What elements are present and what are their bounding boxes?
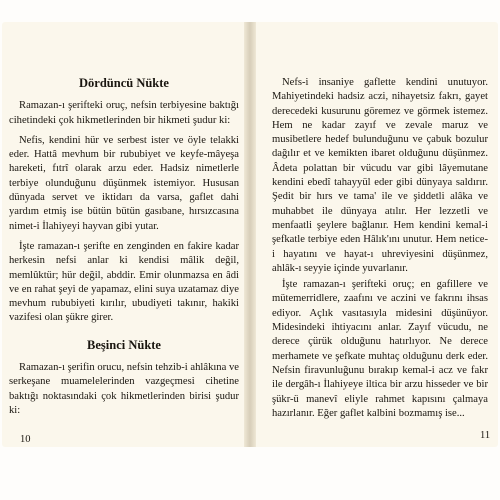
left-page: [2, 22, 244, 447]
book-gutter: [244, 22, 256, 447]
paragraph: Nefs-i insaniye gaflette kendini unutuyor. Mahiyetindeki hadsiz aczi, nihayetsiz fakrı, gayet derecedeki kusurunu göremez ve görmek istemez. Hem ne kadar zayıf ve zevale maruz ve musibetlere hedef bulunduğunu ve çabuk bozulur dağılır et ve kemikten ibaret olduğunu düşünmez. Âdeta polattan bir vücudu var gibi lâyemutane kendini ebedî tahayyül eder gibi dünyaya saldırır. Şedit bir hırs ve tama' ile ve şiddetli alâka ve muhabbet ile dünyaya atılır. Her lezzetli ve menfaatli şeylere bağlanır. Hem kendini kemal-i şefkatle terbiye eden Hâlık'ını unutur. Hem netice-i hayatını ve hayat-ı uhreviyesini düşünmez, ahlâk-ı seyyie içinde yuvarlanır.: [272, 77, 488, 274]
right-page: [256, 22, 498, 447]
paragraph: Ramazan-ı şerifteki oruç, nefsin terbiyesine baktığı cihetindeki çok hikmetlerinden bir hikmeti şudur ki:: [9, 100, 239, 126]
page-number-right: 11: [480, 430, 491, 441]
left-page-text: [9, 76, 239, 424]
paragraph: Ramazan-ı şerifin orucu, nefsin tehzib-i ahlâkına ve serkeşane muamelelerinden vazgeçmesi cihetine baktığı noktasındaki çok hikmetlerinden birisi şudur ki:: [9, 362, 239, 416]
section-heading-5: Beşinci Nükte: [87, 337, 161, 352]
section-heading-4: Dördüncü Nükte: [79, 76, 169, 90]
paragraph: İşte ramazan-ı şerifteki oruç; en gafillere ve mütemerridlere, zaafını ve aczini ve fakrını ihsas ediyor. Açlık vasıtasıyla midesini düşünüyor. Midesindeki ihtiyacını anlar. Zayıf vücudu, ne derece çürük olduğunu hatırlıyor. Ne derece merhamete ve şefkate muhtaç olduğunu derk eder. Nefsin firavunluğunu bırakıp kemal-i acz ve fakr ile dergâh-ı İlahiyeye iltica bir arzu hisseder ve bir şükr-ü manevî eliyle rahmet kapısını çalmaya hazırlanır. Eğer gaflet kalbini bozmamış ise...: [272, 279, 488, 419]
paragraph: Nefis, kendini hür ve serbest ister ve öyle telakki eder. Hattâ mevhum bir rububiyet ve keyfe-mâyeşa hareketi, fıtrî olarak arzu eder. Hadsiz nimetlerle terbiye olunduğunu düşünmek istemiyor. Hususan dünyada servet ve iktidarı da varsa, gaflet dahi yardım etmiş ise bütün bütün gasıbane, hırsızcasına nimet-i İlahiyeyi hayvan gibi yutar.: [9, 134, 239, 232]
paragraph: İşte ramazan-ı şerifte en zenginden en fakire kadar herkesin nefsi anlar ki kendisi mâlik değil, memlûktür; hür değil, abddir. Emir olunmazsa en âdi ve en rahat şeyi de yapamaz, elini suya uzatamaz diye mevhum rububiyeti kırılır, ubudiyeti takınır, hakiki vazifesi olan şükre girer.: [9, 240, 239, 324]
page-number-left: 10: [20, 434, 31, 445]
right-page-text: [272, 76, 488, 421]
